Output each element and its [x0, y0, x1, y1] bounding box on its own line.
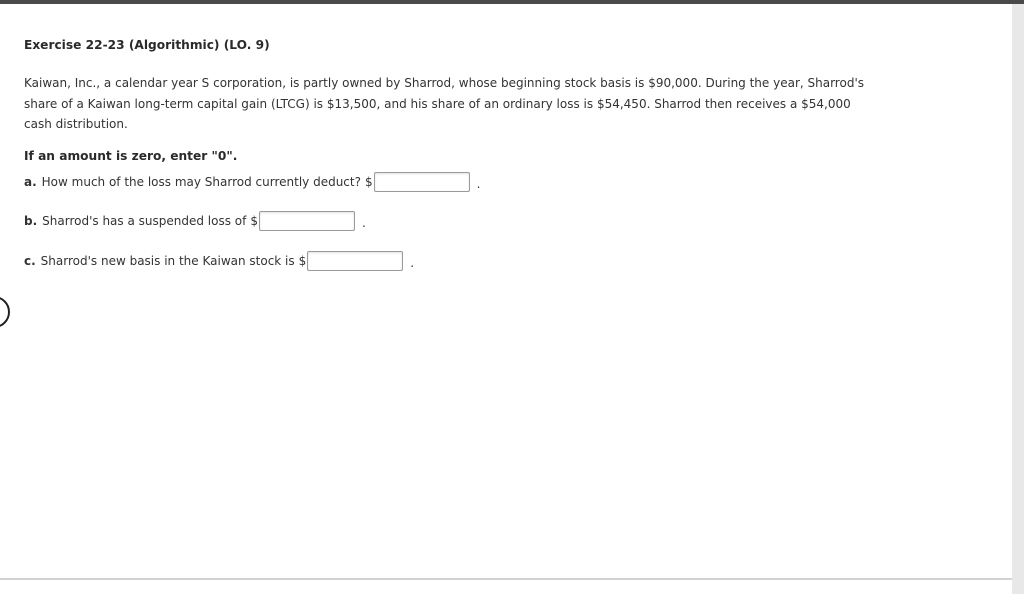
currency-label: $	[364, 175, 373, 189]
navigation-circle-icon[interactable]	[0, 296, 10, 328]
question-text: Sharrod's has a suspended loss of	[42, 214, 247, 228]
question-c	[24, 251, 414, 271]
question-letter: c.	[24, 254, 36, 268]
exercise-content	[24, 36, 884, 165]
question-letter: b.	[24, 214, 38, 228]
question-text: How much of the loss may Sharrod currently deduct?	[41, 175, 361, 189]
exercise-title: Exercise 22-23 (Algorithmic) (LO. 9)	[24, 38, 270, 52]
question-b	[24, 211, 366, 231]
question-letter: a.	[24, 175, 37, 189]
question-a	[24, 172, 480, 192]
currency-label: $	[298, 254, 307, 268]
scrollbar-track[interactable]	[1012, 4, 1024, 594]
sentence-period: .	[476, 177, 481, 191]
problem-text: Kaiwan, Inc., a calendar year S corporation, is partly owned by Sharrod, whose beginning stock basis is $90,000. During the year, Sharrod's share of a Kaiwan long-term capital gain (LTCG) is $13,500, and his share of an ordinary loss is $54,450. Sharrod then receives a $54,000 cash distribution.	[24, 76, 864, 131]
new-basis-input[interactable]	[307, 251, 403, 271]
sentence-period: .	[362, 216, 366, 230]
loss-deduct-input[interactable]	[374, 172, 470, 192]
suspended-loss-input[interactable]	[259, 211, 355, 231]
sentence-period: .	[410, 256, 415, 270]
window-top-bar	[0, 0, 1024, 4]
currency-label: $	[250, 214, 258, 228]
instruction-text: If an amount is zero, enter "0".	[24, 148, 238, 163]
question-text: Sharrod's new basis in the Kaiwan stock is	[40, 254, 295, 268]
bottom-divider	[0, 578, 1012, 594]
